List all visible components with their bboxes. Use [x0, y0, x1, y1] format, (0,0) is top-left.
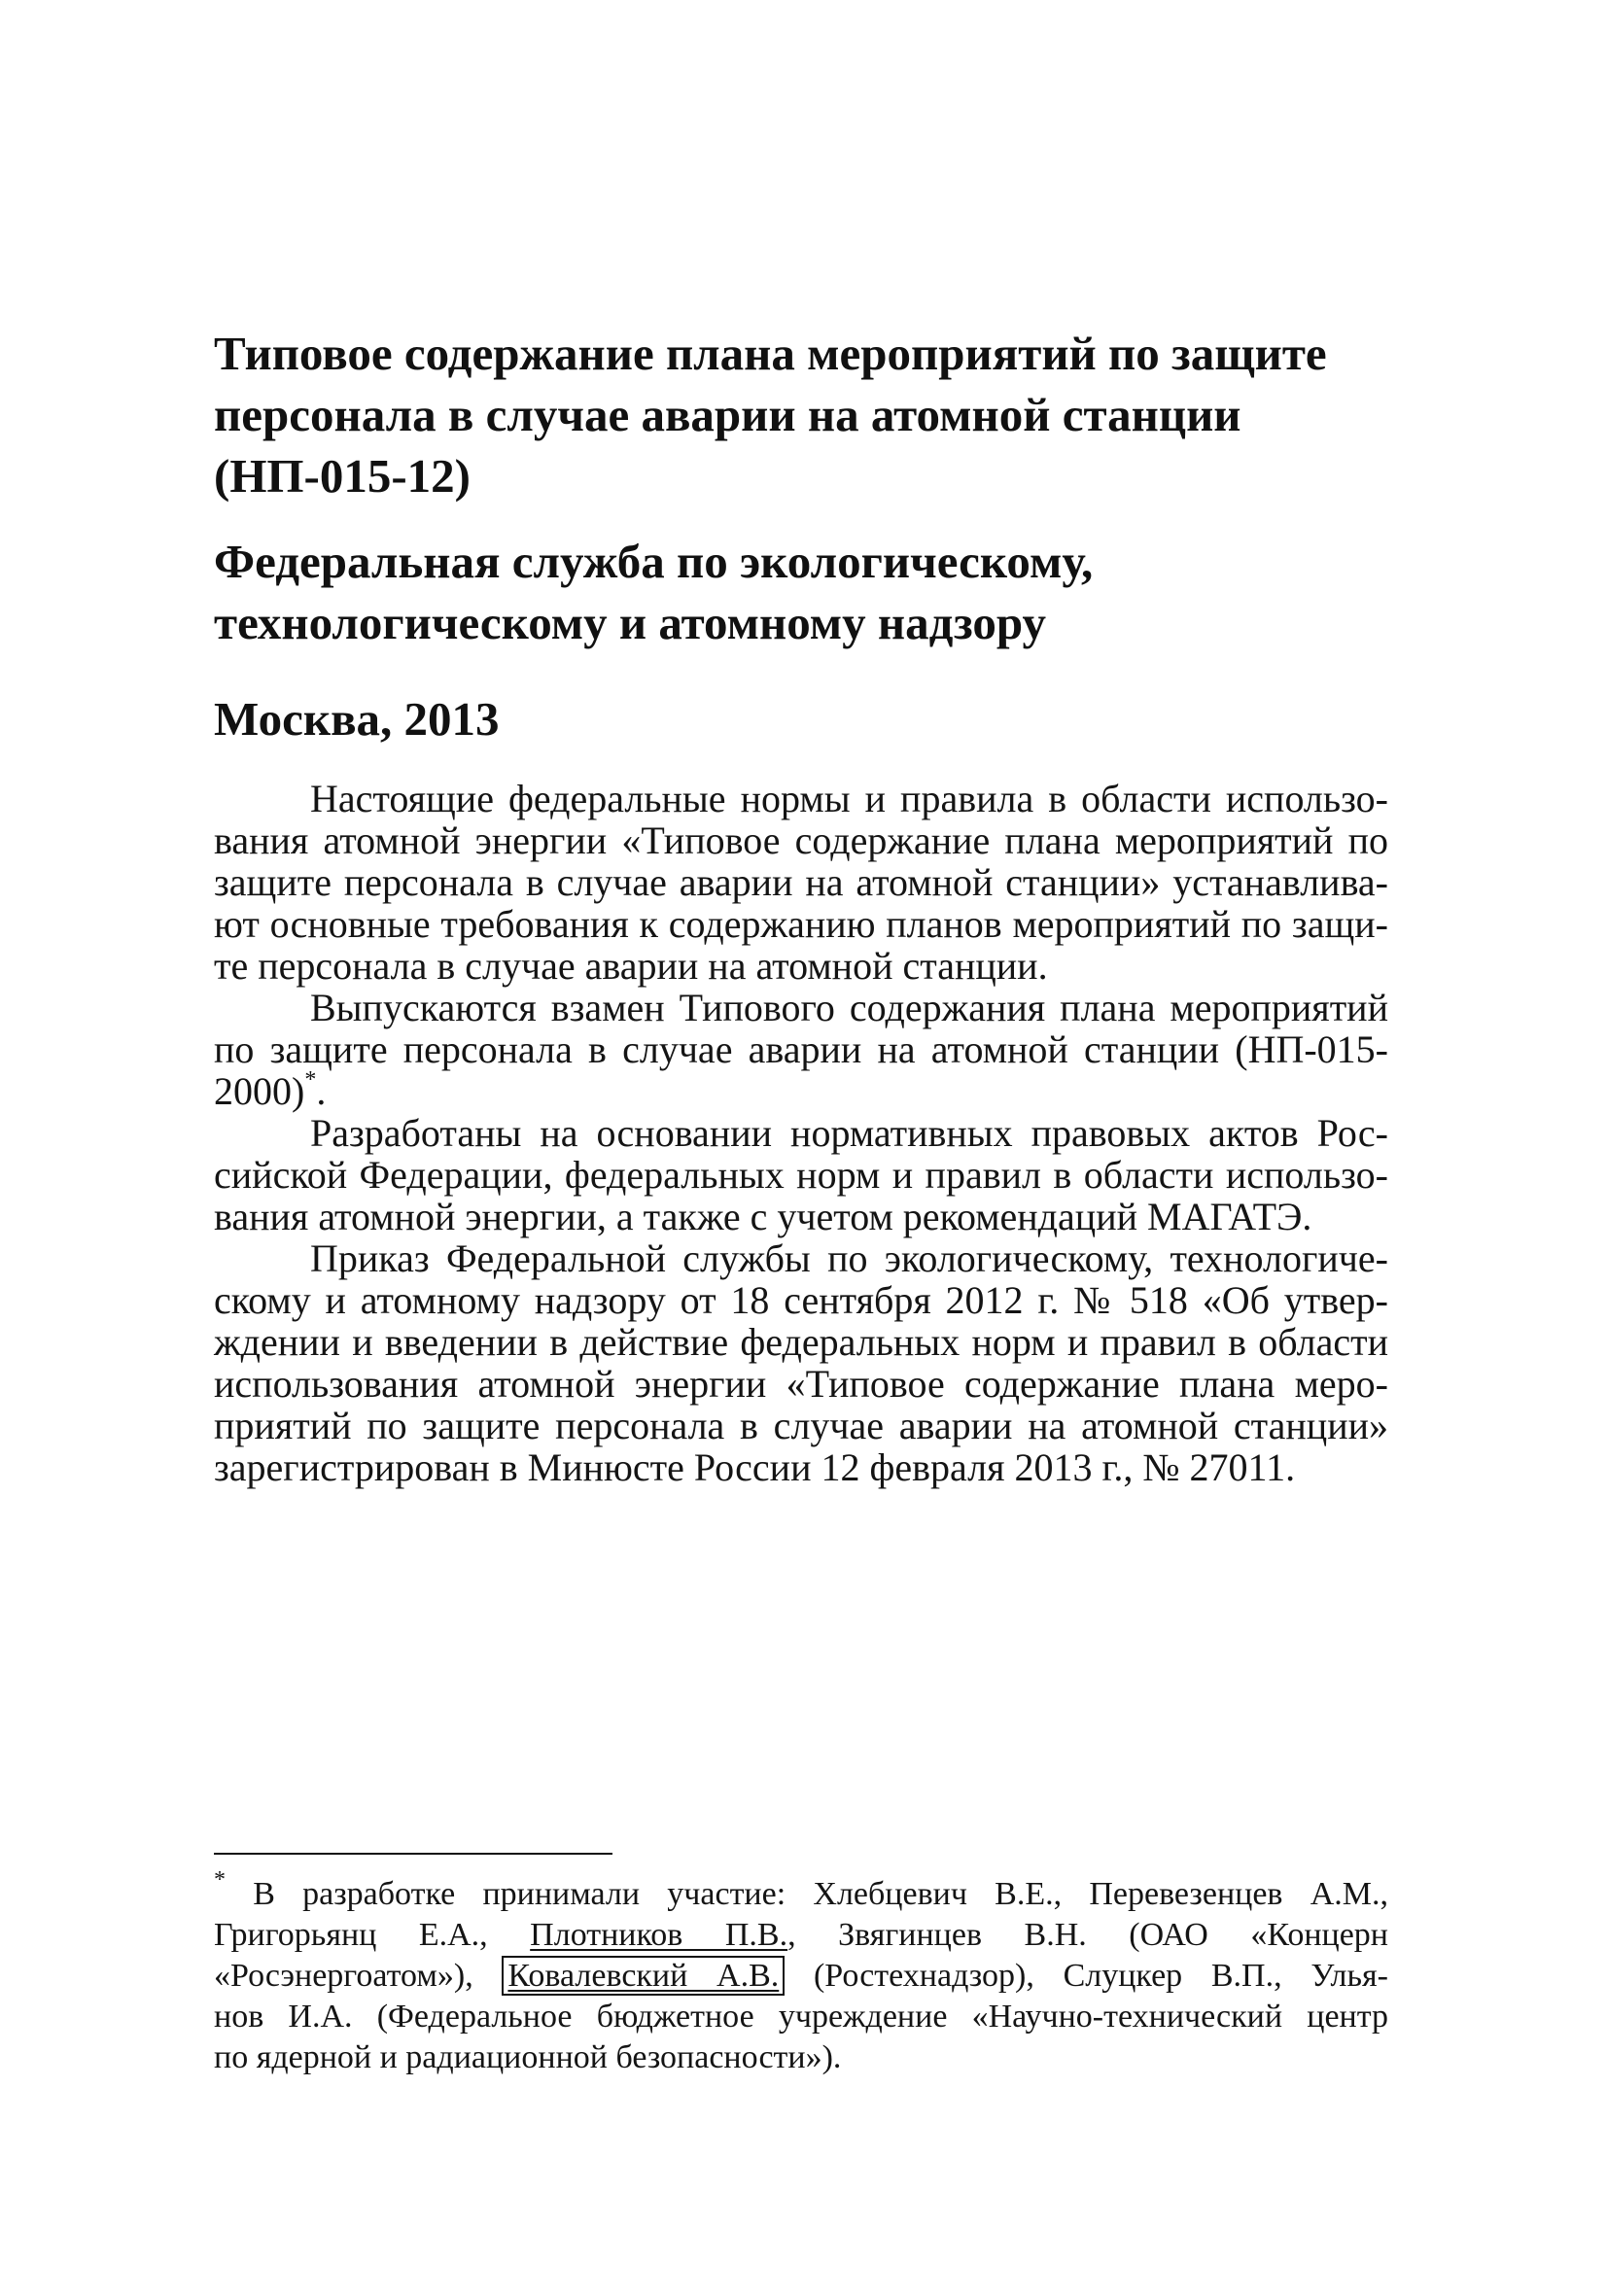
publication-place-year: Москва, 2013 — [214, 692, 500, 746]
agency-line: Федеральная служба по экологическому, — [214, 535, 1094, 588]
paragraph-scope — [214, 778, 1388, 987]
paragraph-line: Настоящие федеральные нормы и правила в области использо- — [310, 777, 1388, 820]
footnote-line — [214, 1915, 1388, 1956]
footnote-text: (Ростехнадзор), Слуцкер В.П., Улья- — [785, 1958, 1388, 1994]
paragraph-line: скому и атомному надзору от 18 сентября 2012 г. № 518 «Об утвер- — [214, 1278, 1388, 1322]
paragraph-line: сийской Федерации, федеральных норм и правил в области использо- — [214, 1153, 1388, 1197]
paragraph-line: Выпускаются взамен Типового содержания плана мероприятий — [310, 986, 1388, 1029]
paragraph-line: вания атомной энергии «Типовое содержание плана мероприятий по — [214, 818, 1388, 862]
footnote-text: , Звягинцев В.Н. (ОАО «Концерн — [787, 1917, 1389, 1953]
paragraph-basis — [214, 1112, 1388, 1237]
footnote-text: «Росэнергоатом»), — [214, 1958, 503, 1994]
footnote-separator — [214, 1853, 612, 1855]
paragraph-line: по защите персонала в случае аварии на атомной станции (НП-015- — [214, 1027, 1388, 1071]
sentence-end: . — [316, 1069, 327, 1113]
paragraph-line: приятий по защите персонала в случае аварии на атомной станции» — [214, 1404, 1388, 1447]
paragraph-line: вания атомной энергии, а также с учетом рекомендаций МАГАТЭ. — [214, 1195, 1312, 1238]
paragraph-line: Разработаны на основании нормативных правовых актов Рос- — [310, 1111, 1388, 1155]
title-line: Типовое содержание плана мероприятий по защите — [214, 327, 1327, 380]
paragraph-line-text: 2000) — [214, 1069, 305, 1113]
paragraph-line: зарегистрирован в Минюсте России 12 февраля 2013 г., № 27011. — [214, 1445, 1296, 1489]
title-line: персонала в случае аварии на атомной станции — [214, 388, 1241, 441]
footnote-text: Григорьянц Е.А., — [214, 1917, 531, 1953]
footnote-reference: * — [304, 1067, 317, 1093]
document-title — [214, 323, 1380, 506]
paragraph-line-with-footnote — [214, 1067, 1388, 1113]
issuing-agency — [214, 531, 1380, 653]
agency-line: технологическому и атомному надзору — [214, 596, 1047, 649]
document-body — [214, 778, 1388, 1488]
footnote-line — [214, 1956, 1388, 1997]
paragraph-line: те персонала в случае аварии на атомной станции. — [214, 944, 1048, 988]
footnote-marker: * — [214, 1867, 226, 1893]
paragraph-replaces — [214, 987, 1388, 1112]
paragraph-line: защите персонала в случае аварии на атомной станции» устанавлива- — [214, 860, 1388, 904]
footnote-line: нов И.А. (Федеральное бюджетное учреждение «Научно-технический центр — [214, 1999, 1388, 2035]
paragraph-line: ют основные требования к содержанию планов мероприятий по защи- — [214, 902, 1388, 946]
paragraph-line: использования атомной энергии «Типовое содержание плана меро- — [214, 1362, 1388, 1406]
footnote-line — [214, 1867, 1388, 1915]
paragraph-line: Приказ Федеральной службы по экологическому, технологиче- — [310, 1236, 1388, 1280]
footnote-text: В разработке принимали участие: Хлебцевич В.Е., Перевезенцев А.М., — [253, 1876, 1388, 1912]
paragraph-order — [214, 1237, 1388, 1488]
title-line-code: (НП-015-12) — [214, 449, 471, 503]
footnote-line: по ядерной и радиационной безопасности»). — [214, 2039, 842, 2075]
paragraph-line: ждении и введении в действие федеральных норм и правил в области — [214, 1320, 1388, 1364]
contributor-name-underlined: Плотников П.В. — [530, 1917, 788, 1953]
footnote — [214, 1867, 1389, 2078]
contributor-name-boxed: Ковалевский А.В. — [502, 1956, 785, 1996]
